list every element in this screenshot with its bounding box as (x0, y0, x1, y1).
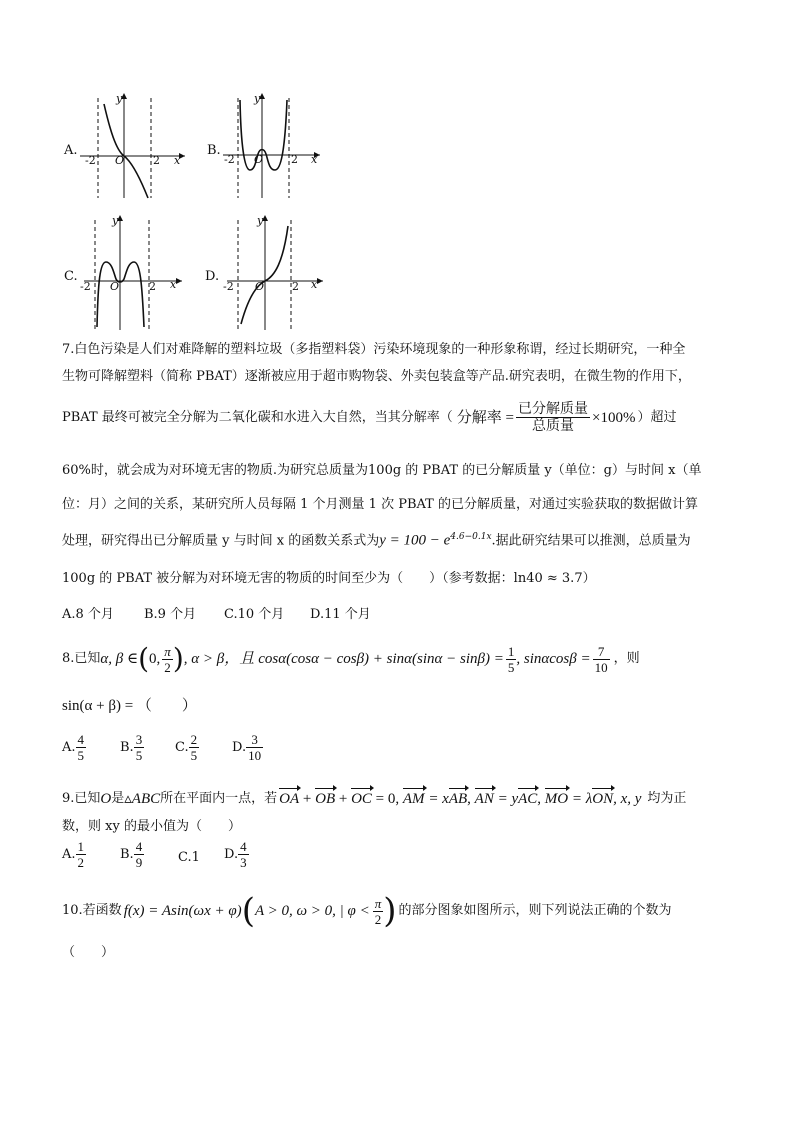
q9-vec-ac: AC (518, 791, 538, 807)
q7-line3 (62, 402, 676, 433)
q9-option-b-den: 9 (135, 855, 143, 870)
q9-option-c-label: C.1 (178, 850, 200, 865)
q8-option-a-label: A. (62, 740, 76, 755)
q8-option-a-frac (76, 733, 87, 762)
q7-func: y = 100 − e (379, 532, 451, 549)
q7-option-d: D.11 个月 (310, 607, 371, 622)
q8-option-a-num: 4 (77, 732, 85, 747)
q7-line3-b: ）超过 (637, 409, 677, 425)
q9-O: O (100, 791, 112, 807)
q8-option-d (232, 733, 263, 762)
q10-line2: （ ） (62, 945, 115, 960)
graph-c-label: C. (64, 269, 78, 284)
graph-d-neg: -2 (223, 280, 234, 293)
q8-pi: π (164, 643, 171, 659)
graph-d-label: D. (205, 269, 220, 284)
graph-d-plot (205, 212, 340, 332)
q8-cond-a: α, β ∈ (100, 651, 139, 667)
q9-end1: 均为正 (647, 791, 687, 806)
q8-option-c-num: 2 (190, 732, 198, 747)
q7-func-exp: 4.6−0.1x (450, 532, 492, 542)
q8-five: 5 (507, 659, 515, 675)
q7-option-a: A.8 个月 (62, 607, 114, 622)
q8-option-b-frac (134, 733, 145, 762)
q10-line1 (62, 890, 672, 932)
graph-d-origin: O (255, 280, 265, 293)
q8-option-d-label: D. (232, 740, 247, 755)
q8-one: 1 (507, 643, 515, 659)
q9-option-d-den: 3 (240, 855, 247, 870)
graph-a-pos: 2 (153, 154, 160, 167)
q10-cond: A > 0, ω > 0, | φ < (254, 903, 370, 919)
graph-d-xlabel: x (311, 278, 318, 291)
q9-vec-an: AN (474, 791, 494, 807)
graph-a-xlabel: x (174, 154, 181, 167)
q7-line7: 100g 的 PBAT 被分解为对环境无害的物质的时间至少为（ ）（参考数据：ln40 ≈ 3.7） (62, 571, 596, 586)
graph-option-c (60, 212, 200, 332)
q8-option-b (120, 733, 144, 762)
q8-option-b-num: 3 (135, 732, 143, 747)
q9-mid2: 所在平面内一点，若 (160, 791, 278, 806)
q9-vec-on: ON (592, 791, 614, 807)
q10-two: 2 (374, 911, 382, 927)
graph-b-ylabel: y (254, 92, 261, 105)
q10-func: f(x) = Asin(ωx + φ) (123, 903, 242, 919)
q7-formula-num: 已分解质量 (518, 401, 588, 417)
q7-formula-lhs: 分解率 = (456, 409, 514, 426)
q9-vec-oc: OC (351, 791, 372, 807)
q8-option-d-frac (246, 733, 263, 762)
q8-option-b-label: B. (120, 740, 134, 755)
q9-eqx: = x (428, 791, 449, 807)
graph-c-plot (60, 212, 200, 332)
q9-option-d (224, 840, 249, 869)
q9-vec-am: AM (402, 791, 425, 807)
q8-option-c (175, 733, 199, 762)
graph-c-ylabel: y (112, 214, 119, 227)
graph-a-ylabel: y (116, 92, 123, 105)
graph-b-pos: 2 (291, 153, 298, 166)
q8-option-d-num: 3 (246, 733, 263, 748)
graph-a-origin: O (115, 154, 125, 167)
q9-option-d-frac (238, 840, 249, 869)
q8-options (62, 733, 362, 773)
graph-a-neg: -2 (85, 154, 96, 167)
q7-formula-rhs: ×100% (592, 409, 636, 426)
q9-tri: ▵ABC (124, 791, 161, 807)
q9-option-a-den: 2 (77, 855, 85, 870)
q7-formula-den: 总质量 (532, 418, 574, 434)
q8-option-c-frac (189, 733, 200, 762)
q8-two: 2 (164, 659, 171, 675)
q7-line6-b: .据此研究结果可以推测，总质量为 (491, 533, 691, 549)
q8-option-c-den: 5 (190, 748, 198, 763)
graph-b-plot (205, 90, 335, 200)
q8-suffix: ，则 (613, 651, 640, 666)
q8-line1 (62, 638, 640, 680)
q9-option-b-label: B. (120, 847, 134, 862)
q9-option-a-num: 1 (77, 839, 85, 854)
q7-formula-fraction (516, 402, 590, 433)
q7-line6 (62, 528, 691, 550)
q8-frac-1-5 (506, 645, 517, 674)
q9-eql: = λ (571, 791, 593, 807)
q7-line2: 生物可降解塑料（简称 PBAT）逐渐被应用于超市购物袋、外卖包装盒等产品.研究表明，在微生物的作用下， (62, 369, 691, 384)
q8-option-c-label: C. (175, 740, 189, 755)
q7-option-b: B.9 个月 (144, 607, 197, 622)
q8-expr2: , sinαcosβ = (516, 651, 591, 667)
q9-option-a-frac (76, 840, 87, 869)
q9-eqy: = y (497, 791, 519, 807)
graph-b-origin: O (254, 153, 264, 166)
q9-tail: , x, y (613, 791, 642, 807)
q9-option-c (178, 850, 200, 865)
q10-pi-half (373, 897, 384, 926)
q8-ten: 10 (594, 659, 608, 675)
q9-eq0: = 0, (375, 791, 400, 807)
graph-d-pos: 2 (292, 280, 299, 293)
graph-option-b (205, 90, 335, 200)
q10-prefix: 10.若函数 (62, 903, 122, 918)
q10-paren-open: ( (241, 891, 255, 931)
q8-int-0: 0, (149, 651, 161, 667)
graph-b-label: B. (207, 143, 221, 158)
q8-paren-open: ( (138, 642, 150, 675)
q9-vec-ob: OB (315, 791, 336, 807)
q8-paren-close: ) (172, 642, 184, 675)
graph-option-d (205, 212, 340, 332)
q8-frac-7-10 (593, 645, 610, 674)
q9-mid1: 是 (111, 791, 125, 806)
q8-option-a-den: 5 (77, 748, 85, 763)
q8-expr: cosα(cosα − cosβ) + sinα(sinα − sinβ) = (258, 651, 504, 667)
q8-cond-b: , α > β，且 (183, 651, 255, 667)
q9-line1 (62, 790, 686, 808)
graph-a-label: A. (64, 143, 78, 158)
q9-option-a (62, 840, 86, 869)
graph-b-xlabel: x (311, 153, 318, 166)
q9-option-d-label: D. (224, 847, 239, 862)
q9-options (62, 840, 362, 880)
q9-vector-eq: OA + OB + OC = 0, AM = xAB, AN = yAC, MO = λON, x, y (279, 791, 642, 807)
q8-seven: 7 (593, 645, 610, 660)
q9-vec-oa: OA (279, 791, 300, 807)
q8-option-b-den: 5 (135, 748, 143, 763)
q7-option-c: C.10 个月 (224, 607, 285, 622)
q8-pi-half (162, 645, 173, 674)
q9-option-b-num: 4 (135, 839, 143, 854)
q9-vec-mo: MO (544, 791, 569, 807)
q7-line1: 7.白色污染是人们对难降解的塑料垃圾（多指塑料袋）污染环境现象的一种形象称谓，经过长期研究，一种全 (62, 342, 686, 357)
q7-line3-a: PBAT 最终可被完全分解为二氧化碳和水进入大自然，当其分解率（ (62, 409, 453, 425)
q9-vec-ab: AB (448, 791, 468, 807)
q7-line5: 位：月）之间的关系，某研究所人员每隔 1 个月测量 1 次 PBAT 的已分解质量，对通过实验获取的数据做计算 (62, 497, 698, 512)
q9-option-d-num: 4 (240, 839, 247, 854)
graph-b-neg: -2 (224, 153, 235, 166)
q7-line6-a: 处理，研究得出已分解质量 y 与时间 x 的函数关系式为 (62, 533, 380, 549)
graph-c-neg: -2 (80, 280, 91, 293)
graph-c-origin: O (110, 280, 120, 293)
graph-a-plot (60, 90, 200, 200)
q9-option-a-label: A. (62, 847, 76, 862)
graph-d-ylabel: y (257, 214, 264, 227)
q8-option-d-den: 10 (248, 748, 262, 763)
graph-c-pos: 2 (149, 280, 156, 293)
graph-c-xlabel: x (170, 278, 177, 291)
q8-ask: sin(α + β) = （ ） (62, 698, 197, 714)
q9-prefix: 9.已知 (62, 791, 101, 806)
q9-option-b-frac (134, 840, 145, 869)
q9-line2: 数，则 xy 的最小值为（ ） (62, 819, 241, 834)
graph-option-a (60, 90, 200, 200)
q7-line4: 60%时，就会成为对环境无害的物质.为研究总质量为100g 的 PBAT 的已分解质量 y（单位：g）与时间 x（单 (62, 463, 702, 478)
q10-pi: π (374, 895, 382, 911)
q10-suffix: 的部分图象如图所示，则下列说法正确的个数为 (398, 903, 672, 918)
q9-option-b (120, 840, 144, 869)
q8-prefix: 8.已知 (62, 651, 101, 666)
q10-paren-close: ) (383, 891, 397, 931)
q8-option-a (62, 733, 86, 762)
